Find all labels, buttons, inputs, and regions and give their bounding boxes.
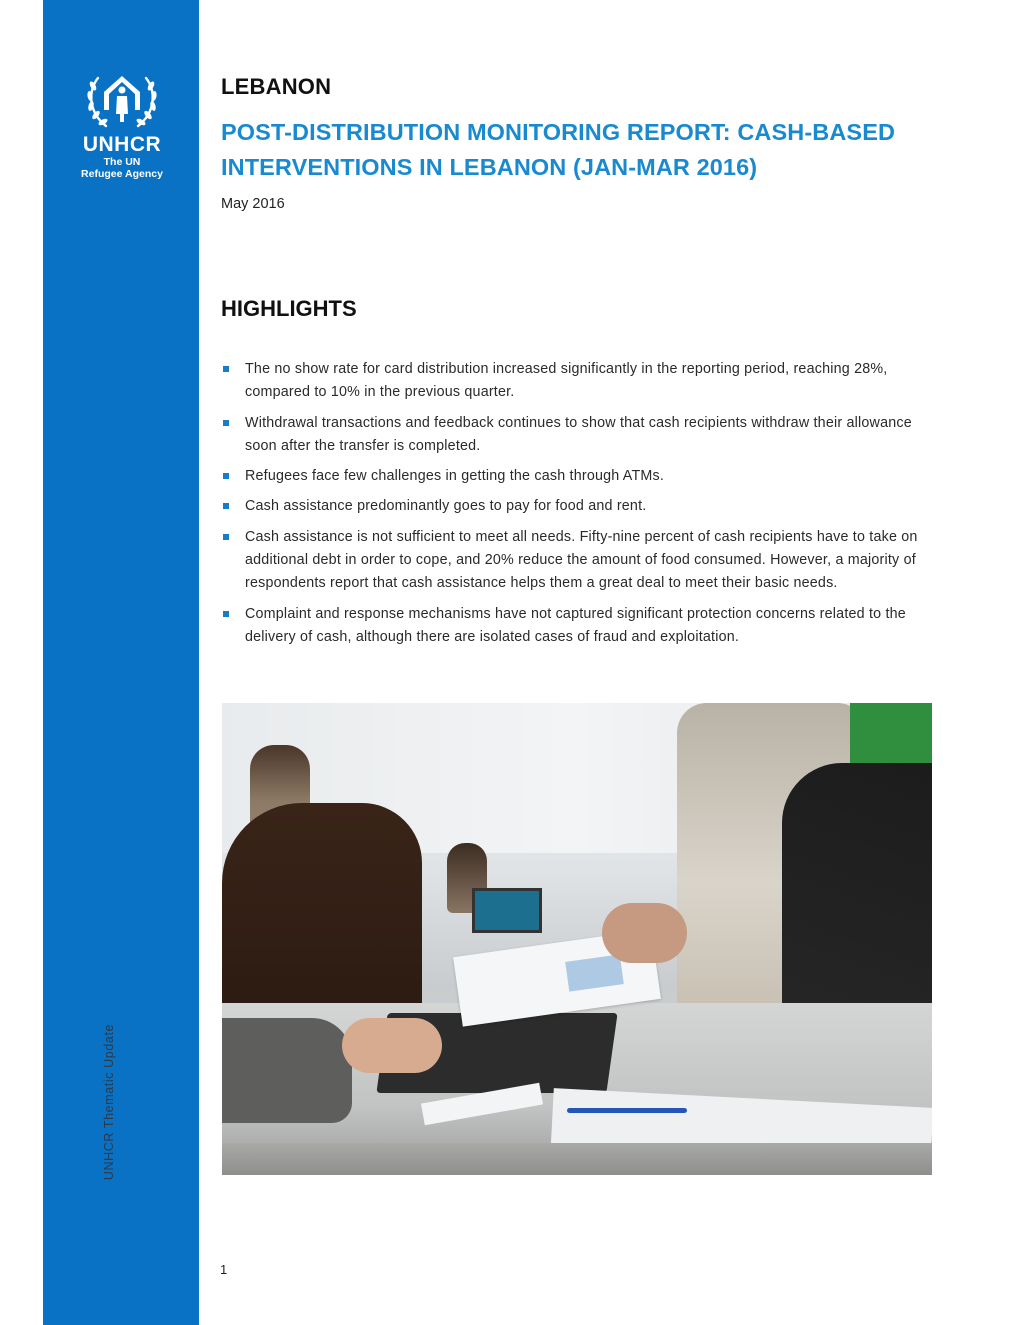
highlight-text: The no show rate for card distribution increased significantly in the reporting period, reaching 28%, compared to 10% in the previous quarter. [245,361,888,401]
highlight-text: Withdrawal transactions and feedback continues to show that cash recipients withdraw their allowance soon after the transfer is completed. [245,414,912,454]
highlight-item [221,358,926,405]
highlight-item [221,412,926,459]
highlight-item [221,465,926,488]
highlight-text: Complaint and response mechanisms have not captured significant protection concerns related to the delivery of cash, although there are isolated cases of fraud and exploitation. [245,605,906,645]
square-bullet-icon [223,534,229,540]
highlight-item [221,603,926,650]
sidebar-band [43,0,199,1325]
highlight-text: Refugees face few challenges in getting the cash through ATMs. [245,468,665,485]
highlights-heading: HIGHLIGHTS [221,296,357,321]
highlight-text: Cash assistance is not sufficient to meet all needs. Fifty-nine percent of cash recipients have to take on additional debt in order to cope, and 20% reduce the amount of food consumed. However, a majority of respondents report that cash assistance helps them a great deal to meet their basic needs. [245,528,918,592]
logo-wordmark: UNHCR [82,133,162,156]
logo-subtitle-line2: Refugee Agency [81,168,163,180]
square-bullet-icon [223,611,229,617]
logo-subtitle-line1: The UN [103,156,141,168]
report-title: POST-DISTRIBUTION MONITORING REPORT: CASH-BASED INTERVENTIONS IN LEBANON (JAN-MAR 2016) [221,119,896,180]
square-bullet-icon [223,503,229,509]
unhcr-logo [71,70,173,190]
report-date: May 2016 [221,196,285,212]
unhcr-emblem-icon [84,70,160,132]
square-bullet-icon [223,366,229,372]
highlights-list [221,358,926,656]
square-bullet-icon [223,420,229,426]
cover-photo [222,703,932,1175]
thematic-update-label: UNHCR Thematic Update [102,1023,116,1181]
square-bullet-icon [223,473,229,479]
page-number: 1 [220,1262,228,1277]
highlight-text: Cash assistance predominantly goes to pay for food and rent. [245,498,647,515]
highlight-item [221,526,926,596]
highlight-item [221,495,926,518]
country-heading: LEBANON [221,74,332,99]
